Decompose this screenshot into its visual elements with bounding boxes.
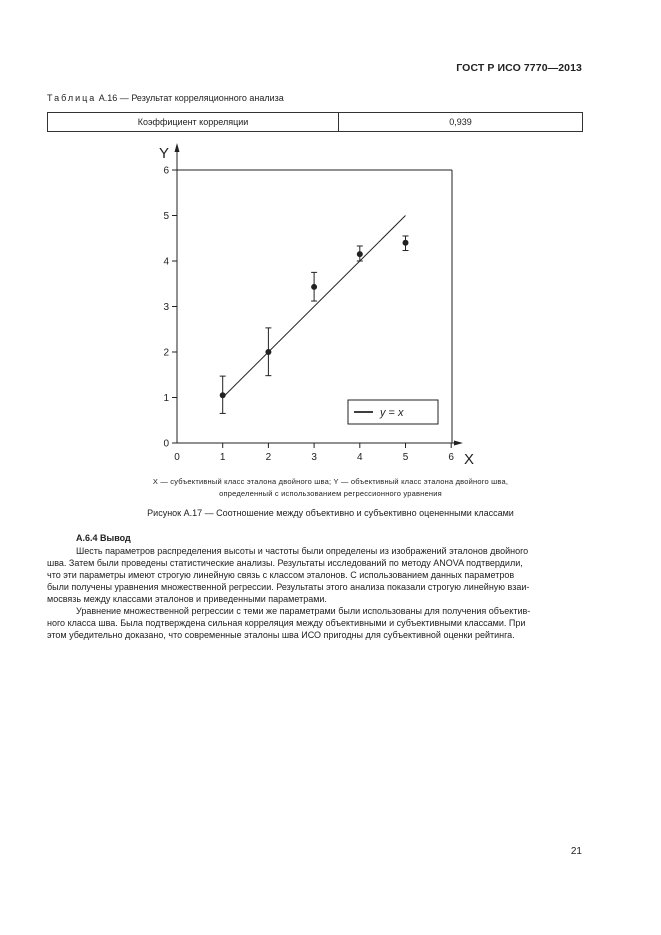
x-tick-label: 0 [174,452,180,463]
x-tick-label: 4 [357,452,363,463]
y-tick-label: 3 [163,302,169,313]
x-tick-label: 2 [265,452,272,463]
x-axis-title: X [464,451,475,468]
correlation-value-cell: 0,939 [339,113,583,132]
y-axis-title: Y [159,145,170,162]
x-tick-label: 3 [311,452,317,463]
paragraph-line: Уравнение множественной регрессии с теми же параметрами были использованы для получения объектив- [76,606,531,616]
fit-line-y-equals-x [223,216,406,398]
y-tick-label: 0 [163,438,169,450]
paragraph-line: шва. Затем были проведены статистические анализы. Результаты исследований по методу ANOVA подтвердили, [47,558,523,569]
paragraph-line: этом убедительно доказано, что современные эталоны шва ИСО пригодны для субъективной оценки рейтинга. [47,630,515,641]
x-tick-label: 5 [402,452,409,463]
figure-legend-line-1: X — субъективный класс эталона двойного шва; Y — объективный класс эталона двойного шва, [152,477,509,486]
paragraph-line: мосвязь между классами эталонов и приведенными параметрами. [47,594,327,605]
x-tick-label: 1 [219,452,226,463]
page-number: 21 [570,846,582,857]
legend-var-y: y [380,407,386,419]
legend-equals: = [385,407,399,419]
document-header: ГОСТ Р ИСО 7770—2013 [456,62,582,74]
y-tick-label: 1 [163,393,169,404]
y-tick-label: 4 [163,256,169,268]
data-point [403,240,409,246]
section-title: А.6.4 Вывод [76,533,131,543]
data-point [220,392,226,398]
y-axis-arrow-icon [175,143,180,152]
figure-legend [0,476,661,500]
table-caption-prefix: Таблица [47,93,97,103]
table-caption-text: А.16 — Результат корреляционного анализа [96,93,284,103]
x-tick-label: 6 [448,452,454,463]
paragraph-line: были получены уравнения множественной регрессии. Результаты этого анализа показали строгую линейную взаи- [47,582,530,593]
figure-legend-line-2: определенный с использованием регрессионного уравнения [219,489,442,498]
figure-caption: Рисунок А.17 — Соотношение между объективно и субъективно оцененными классами [147,508,514,518]
paragraph-line: ного класса шва. Была подтверждена сильная корреляция между объективными и субъективными классами. При [47,618,526,629]
data-point [311,284,317,290]
paragraph-line: Шесть параметров распределения высоты и частоты были определены из изображений эталонов двойного [76,546,529,556]
paragraph-2 [47,605,583,641]
legend-var-x: x [398,407,404,419]
paragraph-line: что эти параметры имеют строгую линейную связь с классом эталонов. С использованием данных параметров [47,570,515,581]
legend-label [379,407,404,419]
data-point [265,349,271,355]
y-tick-label: 5 [163,211,169,222]
data-point [357,251,363,257]
y-tick-label: 6 [163,165,169,177]
y-tick-label: 2 [163,347,169,359]
paragraph-1 [47,545,583,605]
correlation-label-cell: Коэффициент корреляции [48,113,339,132]
x-axis-arrow-icon [454,441,463,446]
